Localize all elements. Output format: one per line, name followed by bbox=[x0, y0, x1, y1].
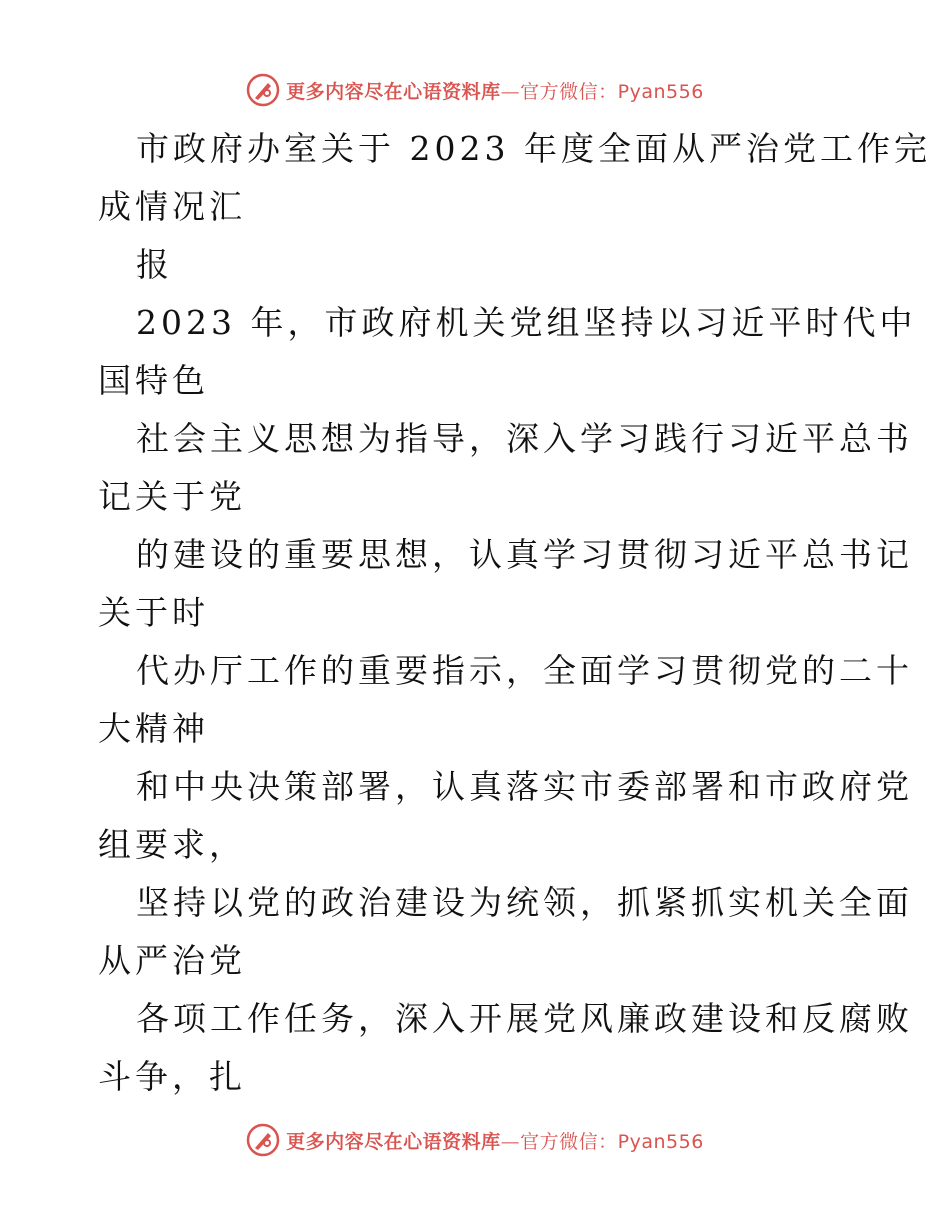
watermark-contact: 官方微信：Pyan556 bbox=[520, 1130, 704, 1153]
text-line: 各项工作任务，深入开展党风廉政建设和反腐败 bbox=[136, 999, 913, 1038]
watermark-text bbox=[286, 77, 704, 104]
text-line: 市政府办室关于 2023 年度全面从严治党工作完 bbox=[136, 129, 931, 168]
watermark-contact: 官方微信：Pyan556 bbox=[520, 80, 704, 103]
pen-nib-icon bbox=[246, 1123, 280, 1157]
header-watermark bbox=[0, 72, 950, 108]
document-body bbox=[98, 120, 931, 1106]
text-line: 的建设的重要思想，认真学习贯彻习近平总书记 bbox=[136, 535, 913, 574]
text-line: 代办厅工作的重要指示，全面学习贯彻党的二十 bbox=[136, 651, 913, 690]
footer-watermark bbox=[0, 1122, 950, 1158]
text-line: 大精神 bbox=[98, 709, 209, 748]
text-line: 成情况汇 bbox=[98, 187, 246, 226]
watermark-separator: — bbox=[500, 1130, 521, 1153]
text-line: 2023 年，市政府机关党组坚持以习近平时代中 bbox=[136, 303, 917, 342]
text-line: 斗争，扎 bbox=[98, 1057, 246, 1096]
text-line: 记关于党 bbox=[98, 477, 246, 516]
text-line: 国特色 bbox=[98, 361, 209, 400]
text-line: 报 bbox=[136, 245, 173, 284]
watermark-brand: 更多内容尽在心语资料库 bbox=[286, 80, 501, 103]
text-line: 组要求， bbox=[98, 825, 246, 864]
text-line: 和中央决策部署，认真落实市委部署和市政府党 bbox=[136, 767, 913, 806]
pen-nib-icon bbox=[246, 73, 280, 107]
text-line: 社会主义思想为指导，深入学习践行习近平总书 bbox=[136, 419, 913, 458]
text-line: 从严治党 bbox=[98, 941, 246, 980]
text-line: 坚持以党的政治建设为统领，抓紧抓实机关全面 bbox=[136, 883, 913, 922]
text-line: 关于时 bbox=[98, 593, 209, 632]
watermark-brand: 更多内容尽在心语资料库 bbox=[286, 1130, 501, 1153]
watermark-text bbox=[286, 1127, 704, 1154]
watermark-separator: — bbox=[500, 80, 521, 103]
